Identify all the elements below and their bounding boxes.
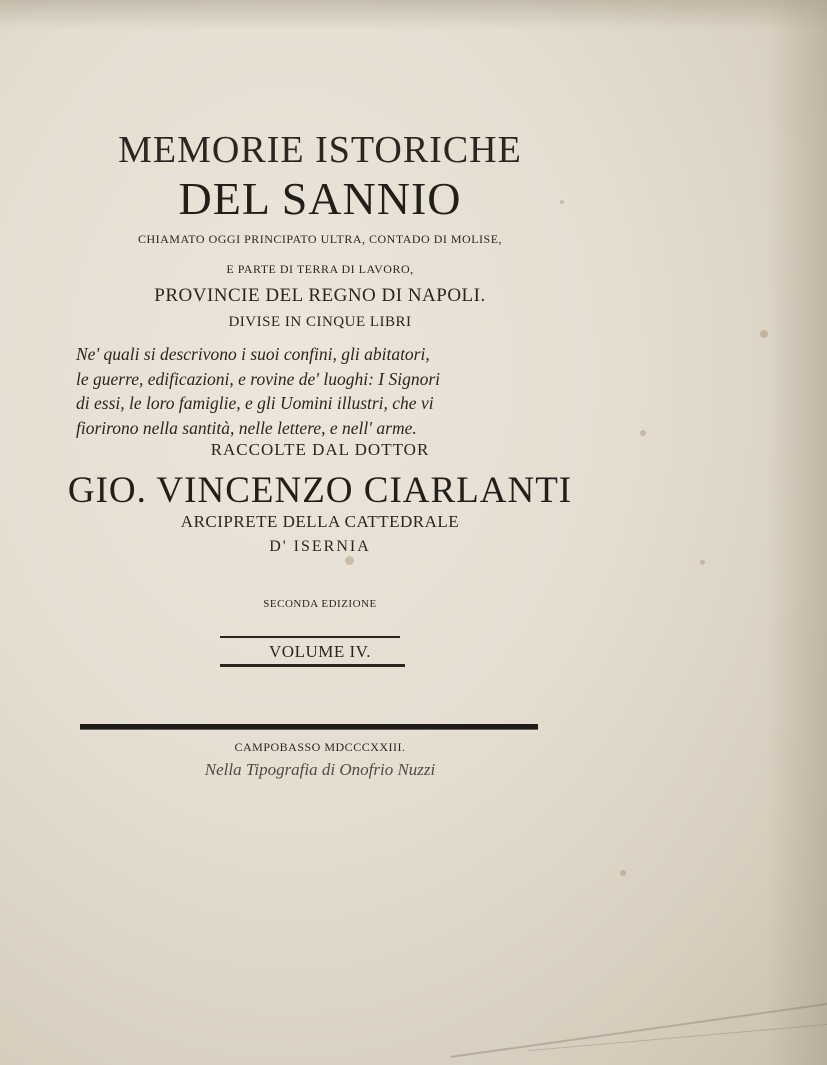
description-line: Ne' quali si descrivono i suoi confini, gli abitatori, [76,344,430,364]
paper-edge-shadow-top [0,0,827,30]
volume-label: VOLUME IV. [269,642,371,661]
description-line: le guerre, edificazioni, e rovine de' luoghi: I Signori [76,368,441,389]
volume-rule-bottom [220,664,405,667]
foxing-spot [620,870,626,876]
paper-edge-shadow-right [767,0,827,1065]
imprint-rule [80,724,538,730]
description-line: di essi, le loro famiglie, e gli Uomini illustri, che vi [76,393,434,413]
description-line: fiorirono nella santità, nelle lettere, e nell' arme. [76,417,417,438]
edition: SECONDA EDIZIONE [263,598,377,610]
subtitle-line-2: E PARTE DI TERRA DI LAVORO, [226,262,414,276]
subtitle-line-4: DIVISE IN CINQUE LIBRI [228,314,412,330]
imprint-place-year: CAMPOBASSO MDCCCXXIII. [234,740,406,754]
collected-by: RACCOLTE DAL DOTTOR [210,440,430,459]
volume-rule-top [220,636,400,638]
imprint-printer: Nella Tipografia di Onofrio Nuzzi [204,760,436,779]
description [76,342,576,440]
foxing-spot [760,330,768,338]
title-line-1: MEMORIE ISTORICHE [118,129,522,171]
author-role-2: D' ISERNIA [269,538,371,555]
foxing-spot [345,556,354,565]
foxing-spot [700,560,705,565]
title-line-2: DEL SANNIO [178,173,462,224]
author-role-1: ARCIPRETE DELLA CATTEDRALE [180,512,460,531]
author-name: GIO. VINCENZO CIARLANTI [67,470,573,511]
subtitle-line-3: PROVINCIE DEL REGNO DI NAPOLI. [154,285,486,306]
foxing-spot [640,430,646,436]
subtitle-line-1: CHIAMATO OGGI PRINCIPATO ULTRA, CONTADO DI MOLISE, [137,232,503,246]
